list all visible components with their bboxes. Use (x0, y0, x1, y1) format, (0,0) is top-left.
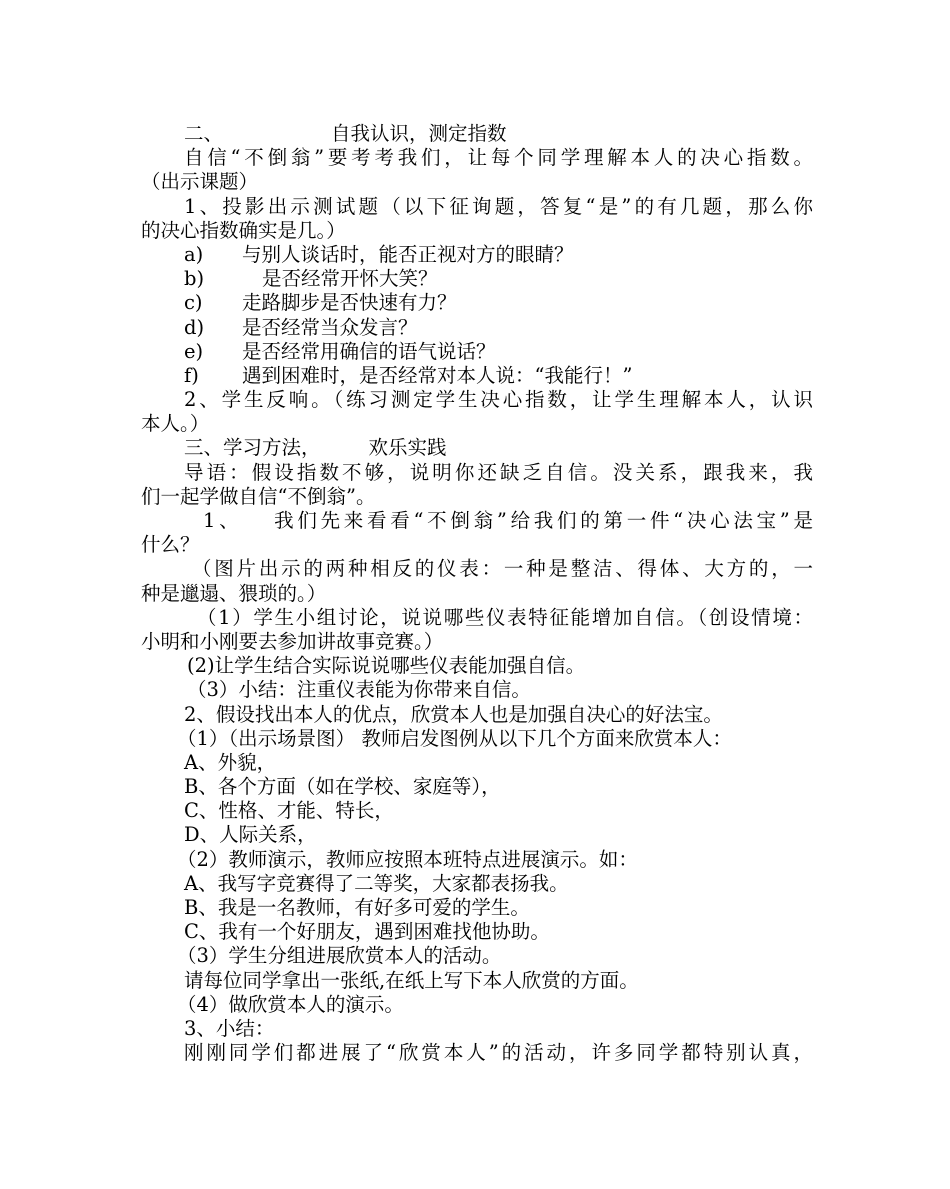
paragraph-line: （2）教师演示，教师应按照本班特点进展演示。如： (177, 847, 638, 871)
paragraph-line: 们一起学做自信“不倒翁”。 (141, 484, 376, 508)
paragraph-line: （1）（出示场景图） 教师启发图例从以下几个方面来欣赏本人： (177, 726, 732, 750)
list-marker: c) (184, 291, 203, 315)
list-marker: e) (184, 339, 204, 363)
paragraph-line: （图片出示的两种相反的仪表：一种是整洁、得体、大方的，一 (192, 557, 813, 581)
paragraph-line: （1）学生小组讨论，说说哪些仪表特征能增加自信。（创设情境： (197, 605, 813, 629)
section-title: 自我认识，测定指数 (331, 122, 507, 145)
list-item: C、性格、才能、特长， (184, 799, 394, 823)
paragraph-line: 什么？ (141, 533, 200, 557)
list-item (141, 316, 813, 340)
section-heading-three (141, 436, 813, 460)
paragraph-line: 导语：假设指数不够，说明你还缺乏自信。没关系，跟我来，我 (184, 460, 813, 484)
list-item (141, 243, 813, 267)
section-number: 三、学习方法， (184, 436, 321, 460)
section-title: 欢乐实践 (368, 436, 447, 460)
list-text: 是否经常开怀大笑？ (262, 267, 438, 291)
list-item: A、外貌， (184, 750, 277, 774)
item-number: 1、 (203, 509, 243, 532)
list-text: 是否经常当众发言？ (242, 315, 418, 339)
list-text: 遇到困难时，是否经常对本人说：“我能行！” (242, 363, 633, 387)
list-item (141, 267, 813, 291)
list-marker: a) (184, 242, 204, 266)
list-item: C、我有一个好朋友，遇到困难找他协助。 (184, 920, 550, 944)
list-marker: b) (184, 267, 205, 291)
paragraph-line: 小明和小刚要去参加讲故事竞赛。） (141, 629, 444, 653)
paragraph-line: 2、学生反响。（练习测定学生决心指数，让学生理解本人，认识 (184, 388, 813, 412)
paragraph-line: 的决心指数确实是几。） (141, 218, 346, 242)
paragraph-line: 请每位同学拿出一张纸,在纸上写下本人欣赏的方面。 (184, 968, 639, 992)
list-marker: f) (184, 363, 199, 387)
list-item: B、各个方面（如在学校、家庭等）， (184, 775, 501, 799)
item-text: 我们先来看看“不倒翁”给我们的第一件“决心法宝”是 (270, 509, 813, 532)
list-item: B、我是一名教师，有好多可爱的学生。 (184, 896, 530, 919)
paragraph-line: （3）学生分组进展欣赏本人的活动。 (177, 944, 502, 968)
section-number: 二、 (184, 122, 224, 145)
paragraph-line: (2)让学生结合实际说说哪些仪表能加强自信。 (187, 654, 586, 678)
numbered-item (141, 509, 813, 533)
paragraph-line: 2、假设找出本人的优点，欣赏本人也是加强自决心的好法宝。 (184, 702, 723, 726)
list-text: 是否经常用确信的语气说话？ (242, 339, 496, 363)
list-item (141, 340, 813, 364)
list-item (141, 291, 813, 315)
paragraph-line: 3、小结： (184, 1016, 275, 1040)
paragraph-line: （4）做欣赏本人的演示。 (177, 992, 404, 1016)
list-item: A、我写字竞赛得了二等奖，大家都表扬我。 (184, 871, 569, 895)
list-text: 走路脚步是否快速有力？ (242, 291, 457, 315)
section-heading-two (141, 122, 813, 146)
list-marker: d) (184, 315, 205, 339)
paragraph-line: 种是邋遢、猥琐的。） (141, 581, 327, 605)
list-text: 与别人谈话时，能否正视对方的眼睛？ (242, 242, 574, 266)
list-item (141, 364, 813, 388)
paragraph-line: （出示课题） (141, 170, 259, 194)
paragraph-line: 自信“不倒翁”要考考我们，让每个同学理解本人的决心指数。 (184, 146, 813, 170)
paragraph-line: 1、投影出示测试题（以下征询题，答复“是”的有几题，那么你 (184, 194, 813, 218)
paragraph-line: 刚刚同学们都进展了“欣赏本人”的活动，许多同学都特别认真， (184, 1041, 813, 1065)
paragraph-line: 本人。） (141, 412, 210, 436)
list-item: D、人际关系， (184, 823, 317, 847)
document-body (141, 122, 813, 1065)
paragraph-line: （3）小结：注重仪表能为你带来自信。 (187, 678, 531, 702)
